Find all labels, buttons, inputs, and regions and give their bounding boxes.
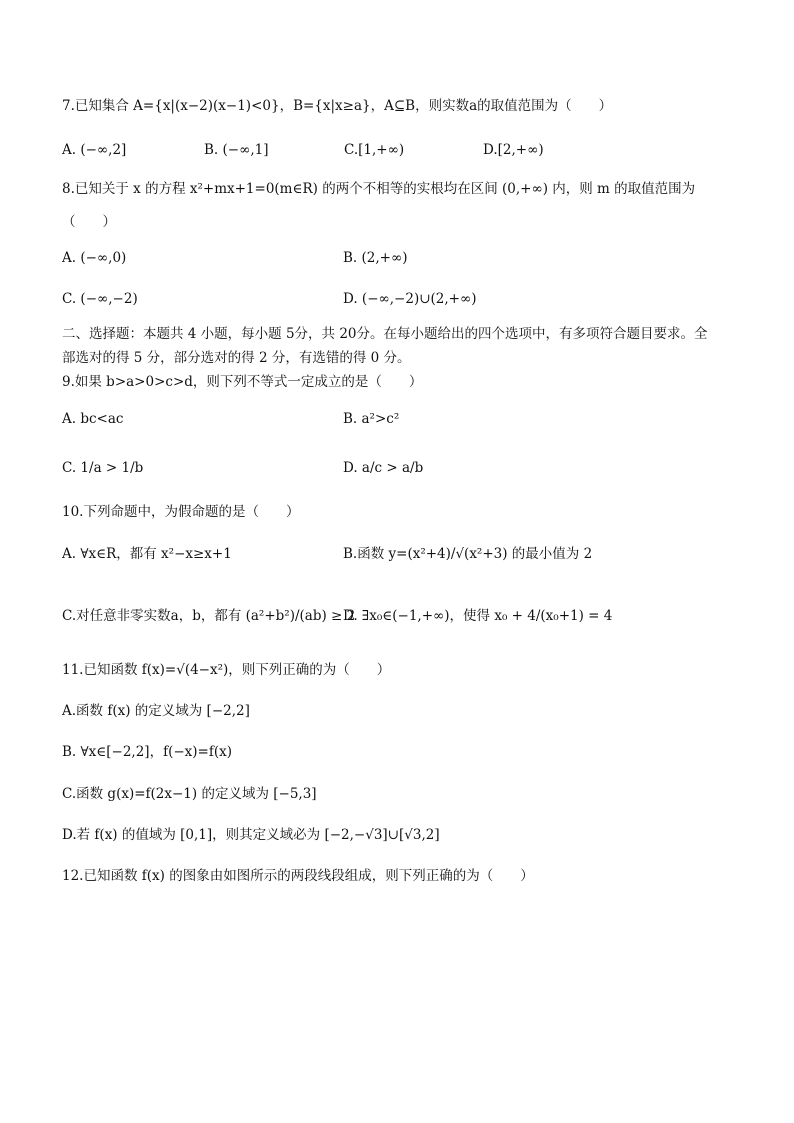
q9-option-d: D. a/c > a/b [343, 460, 424, 476]
q7-option-d: D.[2,+∞) [483, 142, 544, 158]
q9-option-a: A. bc<ac [62, 411, 124, 427]
q8-option-a: A. (−∞,0) [62, 250, 127, 266]
q7-stem: 7.已知集合 A={x|(x−2)(x−1)<0}，B={x|x≥a}，A⊆B，则实数a的取值范围为（ ） [62, 98, 613, 114]
q7-option-c: C.[1,+∞) [344, 142, 405, 158]
q11-option-b: B. ∀x∈[−2,2]，f(−x)=f(x) [62, 744, 232, 760]
q7-option-b: B. (−∞,1] [204, 142, 269, 158]
q8-stem-line1: 8.已知关于 x 的方程 x²+mx+1=0(m∈R) 的两个不相等的实根均在区间 (0,+∞) 内，则 m 的取值范围为 [62, 181, 696, 197]
q9-option-c: C. 1/a > 1/b [62, 460, 144, 476]
q10-option-c: C.对任意非零实数a，b，都有 (a²+b²)/(ab) ≥ 2 [62, 608, 356, 624]
section2-heading-line1: 二、选择题：本题共 4 小题，每小题 5分，共 20分。在每小题给出的四个选项中，有多项符合题目要求。全 [62, 326, 708, 342]
q11-option-a: A.函数 f(x) 的定义域为 [−2,2] [62, 703, 250, 719]
q9-stem: 9.如果 b>a>0>c>d，则下列不等式一定成立的是（ ） [62, 374, 423, 390]
q12-stem: 12.已知函数 f(x) 的图象由如图所示的两段线段组成，则下列正确的为（ ） [62, 868, 534, 884]
q8-option-c: C. (−∞,−2) [62, 291, 138, 307]
section2-heading-line2: 部选对的得 5 分，部分选对的得 2 分，有选错的得 0 分。 [62, 350, 411, 366]
q8-option-d: D. (−∞,−2)∪(2,+∞) [343, 291, 477, 307]
q8-stem-line2: （ ） [62, 214, 116, 230]
q10-option-b: B.函数 y=(x²+4)/√(x²+3) 的最小值为 2 [343, 546, 593, 562]
q11-option-c: C.函数 g(x)=f(2x−1) 的定义域为 [−5,3] [62, 786, 317, 802]
q11-option-d: D.若 f(x) 的值域为 [0,1]，则其定义域必为 [−2,−√3]∪[√3,2] [62, 827, 440, 843]
q8-option-b: B. (2,+∞) [343, 250, 408, 266]
q7-option-a: A. (−∞,2] [62, 142, 127, 158]
q9-option-b: B. a²>c² [343, 411, 400, 427]
q11-stem: 11.已知函数 f(x)=√(4−x²)，则下列正确的为（ ） [62, 662, 391, 678]
q10-option-a: A. ∀x∈R，都有 x²−x≥x+1 [62, 546, 232, 562]
q10-stem: 10.下列命题中，为假命题的是（ ） [62, 504, 300, 520]
q10-option-d: D. ∃x₀∈(−1,+∞)，使得 x₀ + 4/(x₀+1) = 4 [343, 608, 613, 624]
